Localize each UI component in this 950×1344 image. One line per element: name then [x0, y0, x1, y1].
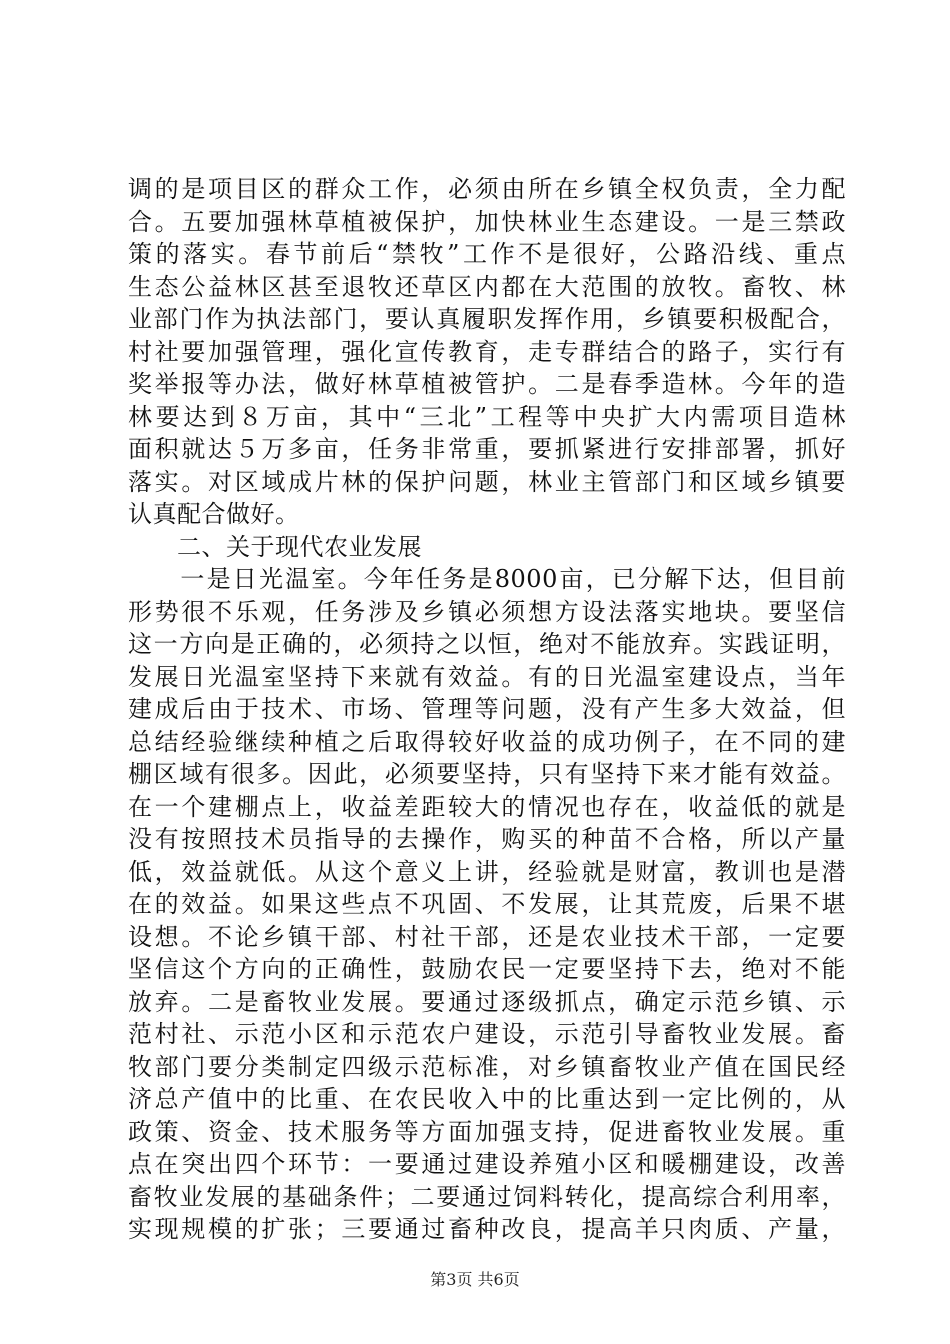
text-line: 奖举报等办法，做好林草植被管护。二是春季造林。今年的造: [128, 370, 846, 398]
text-line: 建成后由于技术、市场、管理等问题，没有产生多大效益，但: [128, 695, 846, 723]
text-line: 这一方向是正确的，必须持之以恒，绝对不能放弃。实践证明，: [128, 630, 846, 658]
text-line: 调的是项目区的群众工作，必须由所在乡镇全权负责，全力配: [128, 175, 846, 203]
text-line: 面积就达５万多亩，任务非常重，要抓紧进行安排部署，抓好: [128, 435, 846, 463]
text-line: 没有按照技术员指导的去操作，购买的种苗不合格，所以产量: [128, 825, 846, 853]
text-line: 林要达到８万亩，其中“三北”工程等中央扩大内需项目造林: [128, 402, 846, 431]
text-line: 村社要加强管理，强化宣传教育，走专群结合的路子，实行有: [128, 337, 846, 366]
text-line: 牧部门要分类制定四级示范标准，对乡镇畜牧业产值在国民经: [128, 1052, 846, 1081]
text-line: 实现规模的扩张；三要通过畜种改良，提高羊只肉质、产量，: [128, 1215, 846, 1243]
text-line: 放弃。二是畜牧业发展。要通过逐级抓点，确定示范乡镇、示: [128, 987, 846, 1016]
text-line: 在的效益。如果这些点不巩固、不发展，让其荒废，后果不堪: [128, 890, 846, 918]
text-line: 总结经验继续种植之后取得较好收益的成功例子，在不同的建: [128, 727, 846, 756]
text-line: 形势很不乐观，任务涉及乡镇必须想方设法落实地块。要坚信: [128, 597, 846, 626]
text-line: 一是日光温室。今年任务是8000亩，已分解下达，但目前: [128, 565, 846, 593]
text-line: 生态公益林区甚至退牧还草区内都在大范围的放牧。畜牧、林: [128, 272, 846, 301]
text-line: 棚区域有很多。因此，必须要坚持，只有坚持下来才能有效益。: [128, 760, 846, 788]
text-line: 点在突出四个环节：一要通过建设养殖小区和暖棚建设，改善: [128, 1150, 846, 1178]
text-line: 业部门作为执法部门，要认真履职发挥作用，乡镇要积极配合，: [128, 305, 846, 333]
document-body: [128, 173, 846, 1246]
text-line: 济总产值中的比重、在农民收入中的比重达到一定比例的，从: [128, 1085, 846, 1113]
text-line: 发展日光温室坚持下来就有效益。有的日光温室建设点，当年: [128, 662, 846, 691]
text-line: 范村社、示范小区和示范农户建设，示范引导畜牧业发展。畜: [128, 1020, 846, 1048]
text-line: 在一个建棚点上，收益差距较大的情况也存在，收益低的就是: [128, 792, 846, 821]
text-line: 畜牧业发展的基础条件；二要通过饲料转化，提高综合利用率，: [128, 1182, 846, 1211]
text-line: 策的落实。春节前后“禁牧”工作不是很好，公路沿线、重点: [128, 240, 846, 268]
section-heading: 二、关于现代农业发展: [128, 532, 422, 561]
text-line: 政策、资金、技术服务等方面加强支持，促进畜牧业发展。重: [128, 1117, 846, 1146]
text-line: 低，效益就低。从这个意义上讲，经验就是财富，教训也是潜: [128, 857, 846, 886]
page-number-footer: 第3页 共6页: [430, 1270, 520, 1289]
text-line: 合。五要加强林草植被保护，加快林业生态建设。一是三禁政: [128, 207, 846, 236]
text-line: 设想。不论乡镇干部、村社干部，还是农业技术干部，一定要: [128, 922, 846, 951]
text-line: 落实。对区域成片林的保护问题，林业主管部门和区域乡镇要: [128, 467, 846, 496]
text-line: 坚信这个方向的正确性，鼓励农民一定要坚持下去，绝对不能: [128, 955, 846, 983]
text-line: 认真配合做好。: [128, 500, 300, 528]
